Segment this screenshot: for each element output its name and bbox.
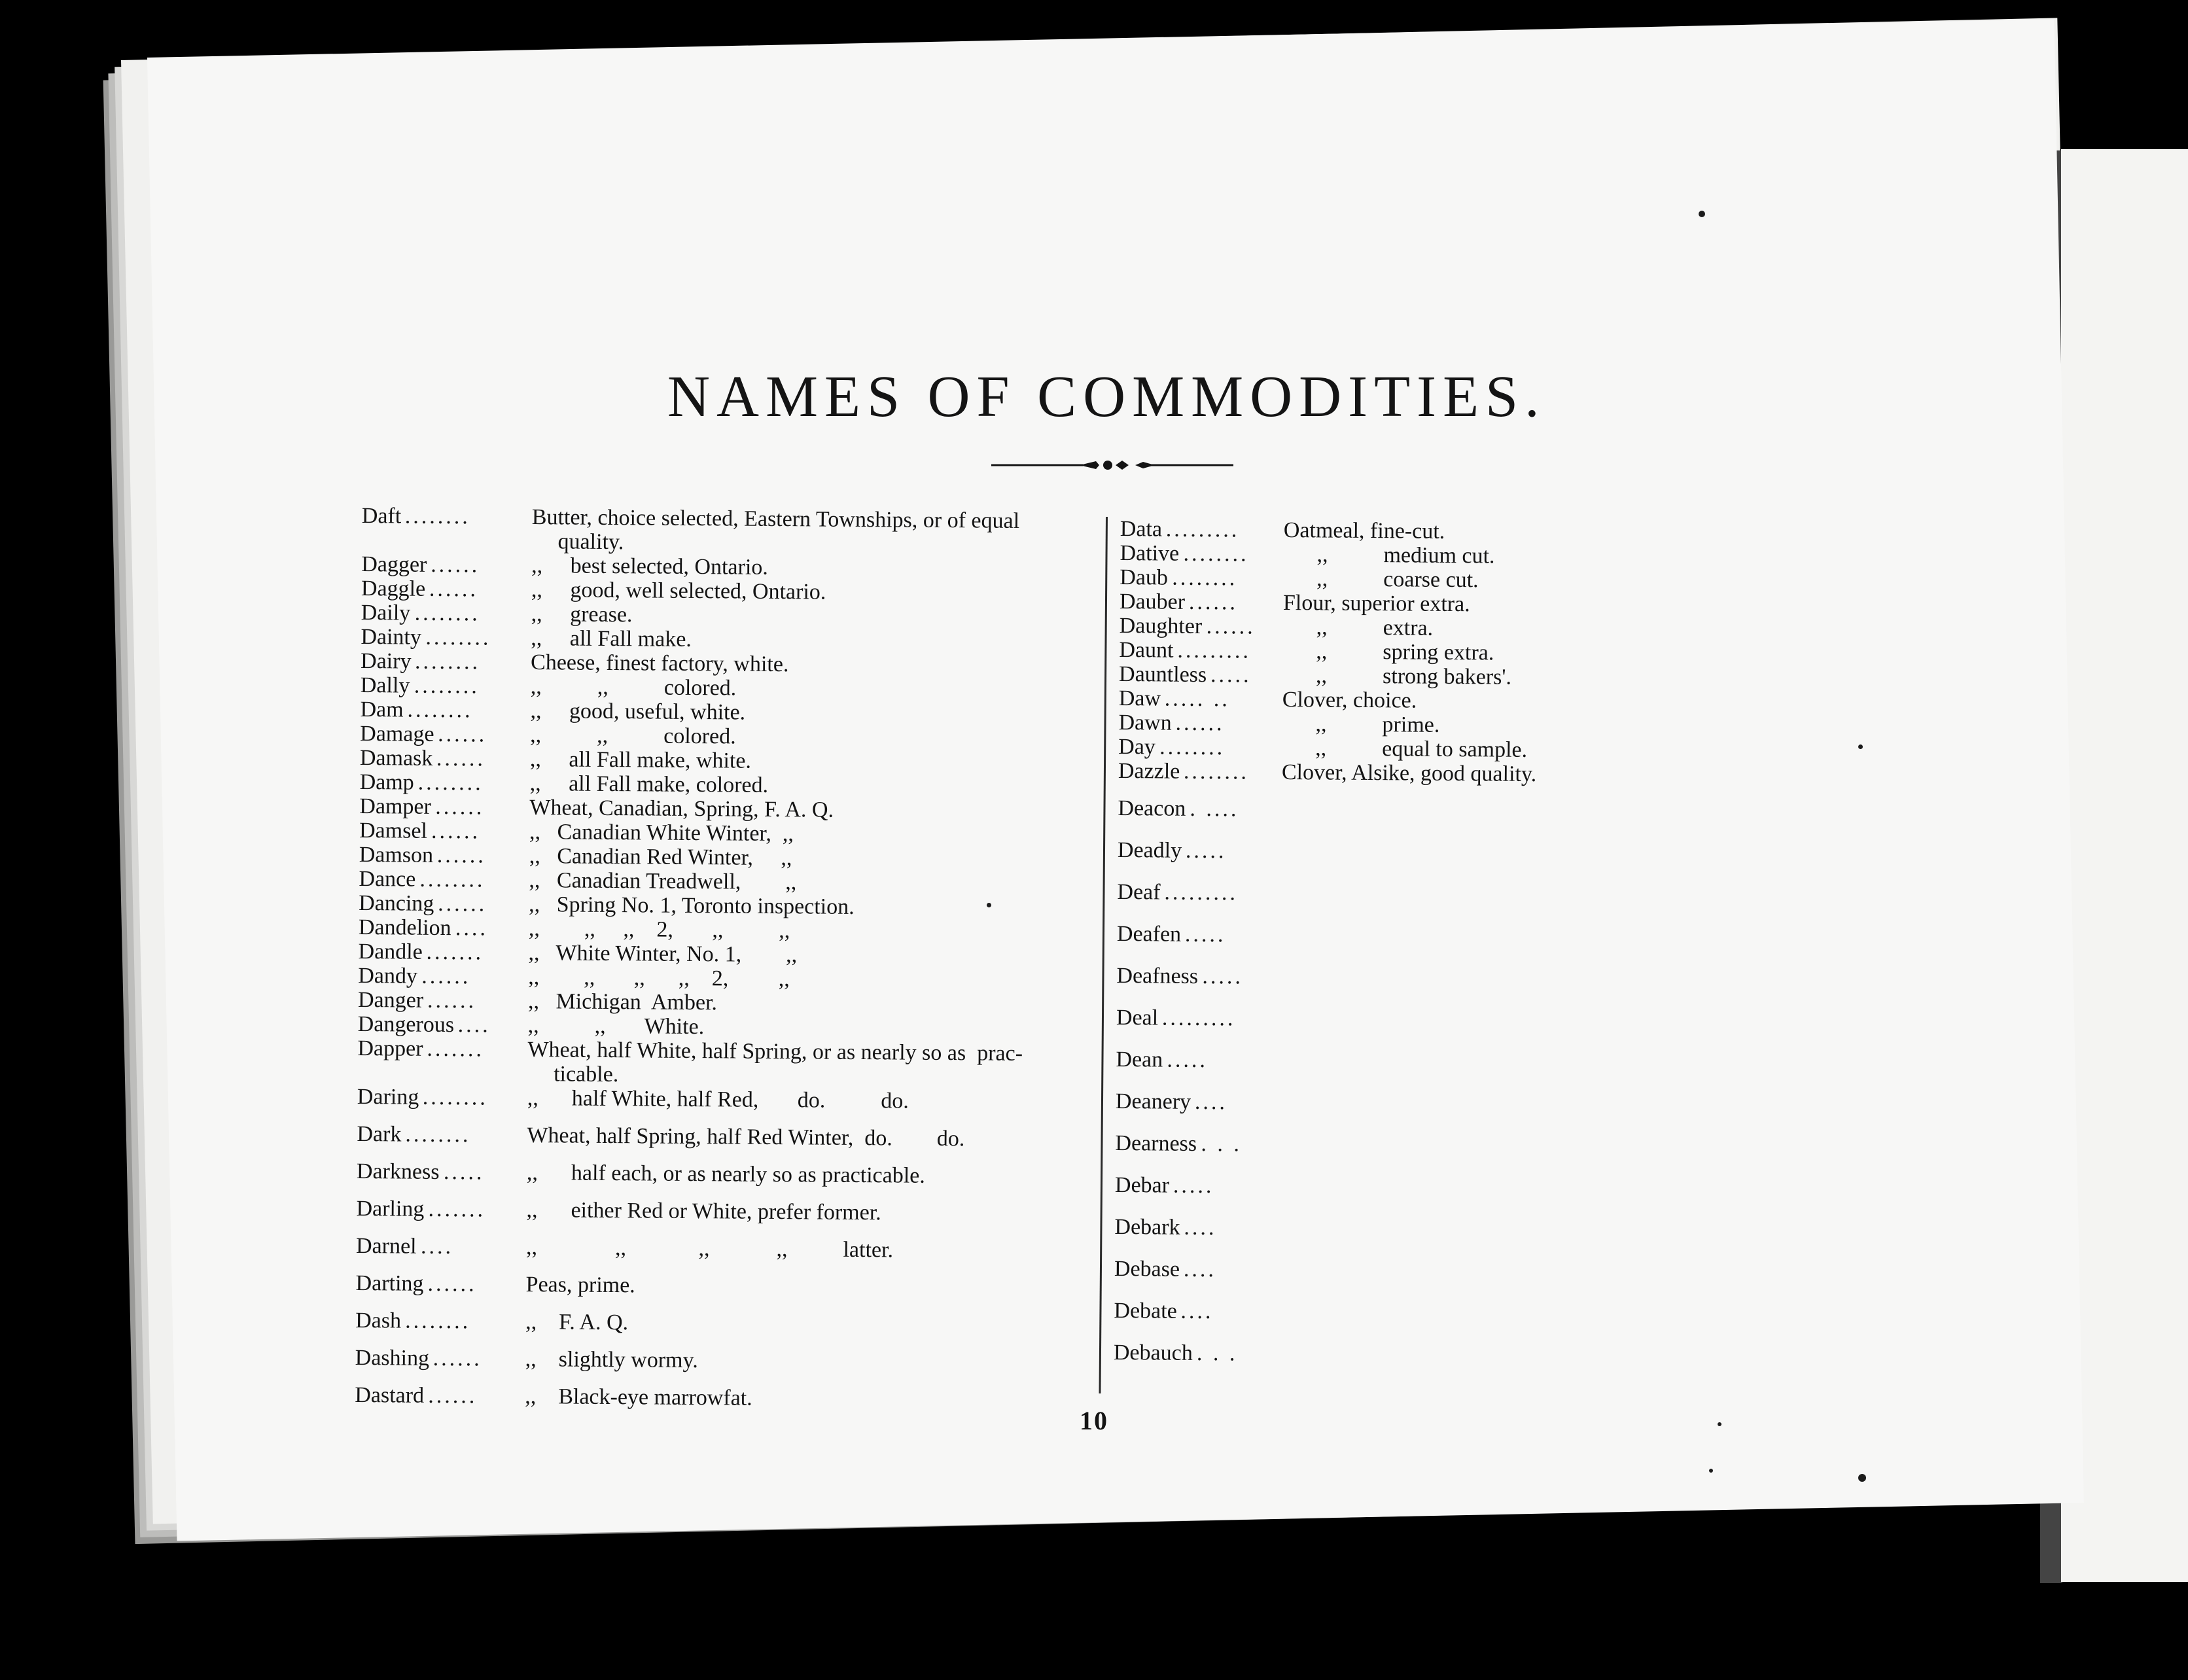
commodity-description: Peas, prime. [525,1272,635,1298]
leader-dots: ........ [407,697,473,723]
code-word: Deafness [1116,963,1199,989]
leader-dots: ....... [428,1197,486,1222]
commodity-description: ,, good, useful, white. [530,699,746,725]
leader-dots: ..... [443,1160,485,1185]
leader-dots: ..... [1167,1047,1209,1073]
code-word: Dagger [361,551,427,577]
leader-dots: ..... [1184,922,1226,947]
commodity-entry [1115,1131,1651,1177]
commodity-description: ,, prime. [1282,711,1440,737]
code-word: Day [1118,734,1156,760]
code-word: Danger [357,987,424,1013]
leader-dots: ...... [428,1383,478,1409]
code-word: Deal [1116,1005,1159,1030]
page-number: 10 [1080,1406,1108,1435]
leader-dots: ...... [1175,710,1225,736]
commodity-description: Oatmeal, fine-cut. [1283,517,1445,544]
commodity-description: ,, Canadian Treadwell, ,, [529,868,797,895]
commodity-entry [1116,1089,1652,1135]
code-word: Dairy [360,648,412,674]
commodity-entry [1119,686,1655,714]
commodity-entry [1117,922,1653,968]
commodity-entry [355,1271,1104,1314]
code-word: Dandy [358,963,418,989]
code-word: Dauber [1119,589,1186,614]
code-word: Deadly [1117,837,1182,863]
commodity-description: Clover, choice. [1282,687,1417,713]
page-title: NAMES OF COMMODITIES. [667,364,1546,429]
commodity-description: Wheat, half Spring, half Red Winter, do. do. [527,1123,965,1151]
leader-dots: ...... [429,576,479,602]
leader-dots: .... [1184,1215,1217,1240]
code-word: Daughter [1119,613,1203,639]
right-column [1114,517,1657,1386]
code-word: Daggle [361,576,426,601]
code-word: Debate [1114,1298,1177,1323]
leader-dots: ........ [414,673,480,699]
commodity-entry [356,1197,1105,1240]
leader-dots: .... [455,916,489,941]
commodity-description: ,, F. A. Q. [525,1310,629,1335]
leader-dots: ........ [1172,565,1238,591]
commodity-description: ,, equal to sample. [1282,735,1528,762]
code-word: Deafen [1116,921,1182,947]
code-word: Dashing [355,1345,430,1371]
commodity-entry [1120,589,1656,618]
leader-dots: ...... [436,746,486,771]
commodity-entry [1120,565,1656,593]
commodity-entry [1120,541,1656,569]
code-word: Dally [360,673,410,698]
leader-dots: ........ [422,1085,489,1110]
leader-dots: ...... [1188,589,1239,615]
leader-dots: . . . [1196,1340,1238,1366]
leader-dots: ........ [405,1122,471,1147]
code-word: Damson [359,842,434,867]
code-word: Debauch [1113,1340,1193,1365]
leader-dots: ...... [438,722,487,747]
commodity-entry [357,1036,1107,1091]
commodity-description: ,, Canadian Red Winter, ,, [529,844,792,871]
leader-dots: ......... [1165,517,1240,542]
commodity-description: Wheat, Canadian, Spring, F. A. Q. [529,796,834,822]
commodity-entry [355,1383,1104,1426]
commodity-description: ,, White Winter, No. 1, ,, [528,941,798,968]
code-word: Dandle [358,939,423,964]
commodity-description: ,, ,, ,, ,, 2, ,, [528,965,790,992]
leader-dots: ........ [414,649,481,674]
commodity-entry [1114,1340,1650,1386]
leader-dots: ........ [419,867,485,892]
commodity-entry [1118,710,1655,739]
commodity-entry [355,1308,1104,1352]
leader-dots: ...... [421,964,471,989]
leader-dots: ........ [404,504,470,529]
code-word: Darling [356,1196,425,1221]
commodity-description: Flour, superior extra. [1282,590,1470,617]
commodity-description: ,, Canadian White Winter, ,, [529,820,794,847]
commodity-entry [1118,735,1655,763]
leader-dots: ..... [1210,663,1252,688]
code-word: Debar [1114,1172,1170,1198]
leader-dots: ......... [1164,880,1239,905]
leader-dots: . .... [1190,796,1239,822]
commodity-entry [1118,838,1654,884]
leader-dots: .... [1194,1089,1228,1115]
leader-dots: ...... [427,988,477,1013]
description-continued: quality. [557,529,624,555]
code-word: Dangerous [357,1011,455,1038]
code-word: Darting [355,1270,424,1296]
commodity-entry [1120,517,1657,545]
leader-dots: ..... [1173,1173,1214,1199]
code-word: Dearness [1115,1130,1197,1156]
leader-dots: ........ [1183,759,1250,784]
code-word: Dean [1116,1047,1163,1072]
commodity-entry [1114,1299,1650,1344]
code-word: Daily [361,600,411,625]
code-word: Damask [359,745,433,771]
commodity-description: Wheat, half White, half Spring, or as nearly so as prac- [527,1038,1023,1066]
commodity-description: ,, coarse cut. [1283,566,1479,593]
code-word: Darnel [355,1233,417,1259]
commodity-entry [1116,1047,1652,1093]
commodity-entry [1119,662,1655,690]
leader-dots: .... [420,1234,454,1259]
leader-dots: ...... [1206,614,1256,639]
code-word: Deacon [1118,796,1186,821]
commodity-description: ,, Spring No. 1, Toronto inspection. [529,892,855,919]
code-word: Dash [355,1308,402,1333]
commodity-description: ,, all Fall make, white. [529,747,752,773]
commodity-description: ,, spring extra. [1282,639,1494,665]
code-word: Debase [1114,1256,1180,1282]
leader-dots: ...... [427,1271,477,1297]
commodity-entry [1117,880,1653,926]
commodity-entry [1118,796,1654,842]
leader-dots: ........ [405,1308,471,1334]
leader-dots: ........ [425,625,491,650]
leader-dots: .... [457,1013,491,1038]
code-word: Dam [360,697,404,722]
leader-dots: ...... [435,794,485,820]
code-word: Debark [1114,1214,1180,1240]
commodity-description: Cheese, finest factory, white. [530,650,789,677]
leader-dots: ........ [414,601,480,626]
leader-dots: ........ [1159,735,1226,760]
leader-dots: .... [1183,1257,1217,1282]
code-word: Damp [359,769,414,795]
commodity-description: ,, ,, White. [527,1013,705,1040]
commodity-entry [357,1159,1106,1202]
commodity-entry [1116,964,1653,1009]
code-word: Dapper [357,1036,423,1061]
commodity-description: ,, Black-eye marrowfat. [525,1384,752,1410]
commodity-description: ,, either Red or White, prefer former. [526,1198,881,1225]
commodity-description: ,, medium cut. [1283,542,1495,569]
leader-dots: ...... [432,1346,482,1371]
code-word: Dark [357,1121,402,1147]
code-word: Damsel [359,818,428,843]
commodity-description: ,, extra. [1282,614,1434,640]
code-word: Damper [359,794,432,819]
speck [1858,744,1863,749]
code-word: Dance [359,866,416,892]
code-word: Dandelion [358,915,451,941]
commodity-description: ,, half White, half Red, do. do. [527,1086,909,1113]
commodity-description: Butter, choice selected, Eastern Townships, or of equal [531,505,1020,533]
leader-dots: ...... [431,552,480,578]
commodity-description: ,, ,, ,, 2, ,, ,, [528,917,790,943]
leader-dots: ...... [438,891,487,917]
commodity-description: ,, half each, or as nearly so as practicable. [526,1161,926,1188]
code-word: Daub [1120,565,1169,590]
commodity-entry [355,1346,1104,1389]
commodity-entry [356,1234,1105,1277]
code-word: Daring [357,1084,419,1110]
leader-dots: ....... [426,939,484,965]
commodity-description: ,, strong bakers'. [1282,663,1512,690]
commodity-entry [1118,759,1655,787]
commodity-entry [1120,614,1656,642]
code-word: Dastard [355,1382,425,1408]
commodity-description: ,, all Fall make, colored. [529,771,769,797]
commodity-description: ,, all Fall make. [531,626,692,652]
commodity-description: ,, good, well selected, Ontario. [531,578,826,604]
commodity-entry [1114,1215,1651,1261]
commodity-entry [357,1122,1106,1165]
speck [1718,1422,1721,1426]
commodity-entry [1119,638,1655,666]
left-column [355,504,1111,1426]
commodity-entry [1115,1173,1651,1219]
code-word: Daunt [1119,637,1174,663]
commodity-description: ,, Michigan Amber. [527,989,718,1015]
speck [1709,1469,1713,1473]
commodity-description: ,, ,, ,, ,, latter. [525,1235,894,1263]
code-word: Dauntless [1118,661,1207,688]
code-word: Dative [1120,540,1180,566]
code-word: Data [1120,517,1163,542]
leader-dots: . . . [1201,1131,1243,1157]
leader-dots: ...... [436,843,486,868]
code-word: Deanery [1115,1089,1191,1114]
leader-dots: ........ [1183,541,1249,567]
description-continued: ticable. [554,1062,619,1087]
speck [1699,211,1705,217]
leader-dots: ..... [1202,964,1244,989]
commodity-entry [1116,1006,1653,1051]
code-word: Dancing [359,890,434,916]
leader-dots: ...... [431,818,481,844]
code-word: Daw [1118,686,1161,711]
commodity-description: ,, best selected, Ontario. [531,553,769,580]
commodity-description: Clover, Alsike, good quality. [1281,760,1537,787]
code-word: Dainty [361,624,422,650]
title-ornament [991,458,1233,472]
code-word: Daft [361,504,402,529]
commodity-entry [357,1085,1106,1128]
code-word: Deaf [1117,879,1161,905]
code-word: Darkness [356,1159,440,1184]
leader-dots: ..... .. [1164,686,1230,712]
code-word: Damage [360,721,434,746]
leader-dots: ........ [417,770,484,796]
code-word: Dawn [1118,710,1172,735]
commodity-entry [1114,1257,1651,1303]
commodity-description: ,, grease. [531,602,633,627]
commodity-description: ,, ,, colored. [530,723,736,749]
commodity-description: ,, slightly wormy. [525,1347,699,1373]
code-word: Dazzle [1118,758,1180,784]
commodity-description: ,, ,, colored. [530,674,737,701]
leader-dots: ..... [1185,838,1227,864]
leader-dots: .... [1180,1299,1214,1324]
leader-dots: ......... [1161,1006,1236,1031]
leader-dots: ....... [427,1036,485,1062]
commodity-entry [361,504,1111,558]
speck [1858,1474,1866,1482]
leader-dots: ......... [1177,638,1252,663]
